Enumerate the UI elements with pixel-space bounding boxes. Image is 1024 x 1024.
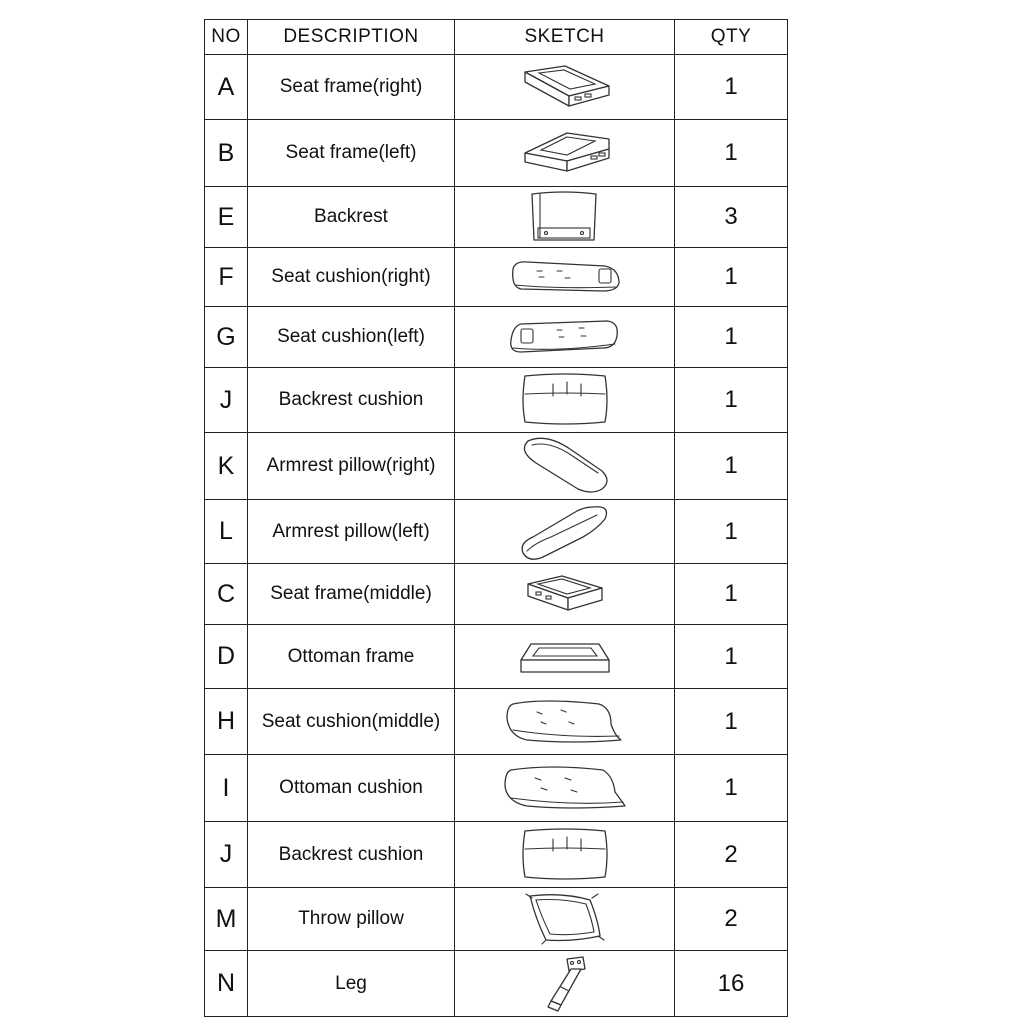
- part-sketch: [455, 248, 675, 307]
- header-qty: QTY: [675, 20, 788, 55]
- part-no: H: [205, 689, 248, 755]
- table-row: [205, 625, 788, 689]
- part-sketch: [455, 187, 675, 248]
- table-row: [205, 755, 788, 822]
- part-qty: 1: [675, 500, 788, 564]
- header-no: NO: [205, 20, 248, 55]
- throw-pillow-icon: [522, 890, 608, 948]
- parts-list-table: [204, 19, 788, 1017]
- backrest-cushion-icon: [519, 827, 611, 883]
- part-description: Seat frame(middle): [248, 564, 455, 625]
- part-description: Backrest: [248, 187, 455, 248]
- part-description: Seat cushion(middle): [248, 689, 455, 755]
- table-row: [205, 368, 788, 433]
- part-no: L: [205, 500, 248, 564]
- table-row: [205, 951, 788, 1017]
- part-sketch: [455, 822, 675, 888]
- header-sketch: SKETCH: [455, 20, 675, 55]
- part-description: Ottoman frame: [248, 625, 455, 689]
- part-sketch: [455, 433, 675, 500]
- part-sketch: [455, 755, 675, 822]
- part-qty: 16: [675, 951, 788, 1017]
- seat-cushion-right-icon: [507, 259, 623, 295]
- part-no: I: [205, 755, 248, 822]
- part-no: A: [205, 55, 248, 120]
- table-row: [205, 120, 788, 187]
- part-sketch: [455, 888, 675, 951]
- seat-cushion-left-icon: [507, 318, 623, 356]
- part-sketch: [455, 368, 675, 433]
- part-qty: 2: [675, 822, 788, 888]
- part-qty: 1: [675, 564, 788, 625]
- part-no: E: [205, 187, 248, 248]
- seat-cushion-middle-icon: [503, 698, 627, 746]
- table-row: [205, 248, 788, 307]
- table-row: [205, 55, 788, 120]
- part-sketch: [455, 564, 675, 625]
- part-no: K: [205, 433, 248, 500]
- part-qty: 1: [675, 433, 788, 500]
- part-qty: 1: [675, 755, 788, 822]
- part-qty: 1: [675, 368, 788, 433]
- part-description: Seat cushion(right): [248, 248, 455, 307]
- part-description: Backrest cushion: [248, 822, 455, 888]
- seat-frame-middle-icon: [522, 574, 608, 614]
- part-qty: 1: [675, 120, 788, 187]
- table-row: [205, 307, 788, 368]
- armrest-pillow-right-icon: [516, 435, 614, 497]
- table-row: [205, 888, 788, 951]
- seat-frame-left-icon: [517, 131, 613, 175]
- part-no: J: [205, 368, 248, 433]
- backrest-icon: [526, 190, 604, 244]
- table-row: [205, 500, 788, 564]
- seat-frame-right-icon: [517, 64, 613, 110]
- part-no: F: [205, 248, 248, 307]
- part-description: Ottoman cushion: [248, 755, 455, 822]
- part-no: N: [205, 951, 248, 1017]
- part-description: Seat frame(left): [248, 120, 455, 187]
- part-sketch: [455, 951, 675, 1017]
- table-row: [205, 564, 788, 625]
- table-row: [205, 187, 788, 248]
- part-description: Armrest pillow(right): [248, 433, 455, 500]
- part-sketch: [455, 307, 675, 368]
- part-no: M: [205, 888, 248, 951]
- part-qty: 1: [675, 307, 788, 368]
- part-qty: 2: [675, 888, 788, 951]
- part-sketch: [455, 689, 675, 755]
- part-description: Seat cushion(left): [248, 307, 455, 368]
- part-sketch: [455, 55, 675, 120]
- backrest-cushion-icon: [519, 372, 611, 428]
- table-row: [205, 689, 788, 755]
- part-qty: 1: [675, 55, 788, 120]
- part-sketch: [455, 500, 675, 564]
- table-header-row: [205, 20, 788, 55]
- part-no: D: [205, 625, 248, 689]
- part-no: J: [205, 822, 248, 888]
- part-description: Seat frame(right): [248, 55, 455, 120]
- part-description: Throw pillow: [248, 888, 455, 951]
- part-description: Leg: [248, 951, 455, 1017]
- table-row: [205, 822, 788, 888]
- part-no: C: [205, 564, 248, 625]
- part-no: G: [205, 307, 248, 368]
- part-qty: 1: [675, 248, 788, 307]
- header-description: DESCRIPTION: [248, 20, 455, 55]
- part-qty: 1: [675, 689, 788, 755]
- part-sketch: [455, 120, 675, 187]
- leg-icon: [539, 955, 591, 1013]
- part-qty: 1: [675, 625, 788, 689]
- ottoman-frame-icon: [517, 638, 613, 676]
- armrest-pillow-left-icon: [517, 501, 613, 563]
- part-qty: 3: [675, 187, 788, 248]
- part-no: B: [205, 120, 248, 187]
- ottoman-cushion-icon: [501, 764, 629, 812]
- part-description: Backrest cushion: [248, 368, 455, 433]
- part-description: Armrest pillow(left): [248, 500, 455, 564]
- table-row: [205, 433, 788, 500]
- part-sketch: [455, 625, 675, 689]
